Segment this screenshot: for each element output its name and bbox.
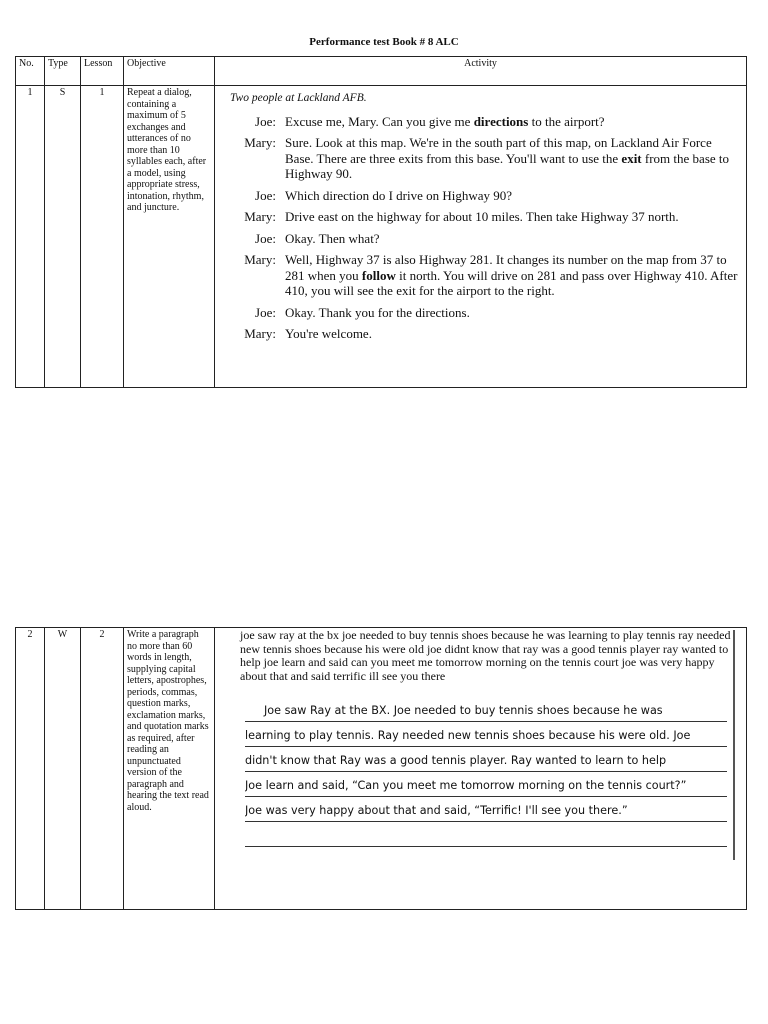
dialog-text-part: Which direction do I drive on Highway 90? (285, 187, 513, 203)
dialog-speaker: Mary: (244, 252, 276, 267)
dialog-vocab-word: exit (621, 150, 642, 166)
row-number: 2 (16, 628, 45, 910)
dialog-text (285, 326, 743, 342)
dialog-text (285, 252, 743, 299)
dialog-text-part: it north. You will drive on 281 and pass over Highway 410. After 410, you will see the exit for the airport to the right. (285, 267, 738, 298)
header-lesson: Lesson (81, 57, 124, 86)
dialog-vocab-word: directions (473, 113, 529, 129)
header-type: Type (45, 57, 81, 86)
dialog-text-part: You're welcome. (285, 326, 372, 341)
dialog-text (285, 209, 743, 225)
document-title: Performance test Book # 8 ALC (309, 36, 459, 48)
dialog-text (285, 135, 743, 182)
handwritten-line: learning to play tennis. Ray needed new tennis shoes because his were old. Joe (245, 722, 727, 747)
dialog-text-part: Drive east on the highway for about 10 miles. Then take Highway 37 north. (285, 209, 679, 224)
handwritten-answer (245, 697, 727, 847)
handwritten-line: Joe was very happy about that and said, “Terrific! I'll see you there.” (245, 797, 727, 822)
dialog-text-part: to the airport? (528, 113, 605, 129)
dialog-speaker: Mary: (244, 209, 276, 224)
table-header-row (16, 57, 747, 86)
dialog-text (285, 231, 743, 247)
performance-table-row-1 (15, 56, 747, 388)
dialog-text-part: Excuse me, Mary. Can you give me (285, 113, 474, 129)
row-type: S (45, 86, 81, 388)
dialog-line (230, 252, 743, 299)
handwritten-line: Joe saw Ray at the BX. Joe needed to buy tennis shoes because he was (245, 697, 727, 722)
header-no: No. (16, 57, 45, 86)
performance-table-row-2 (15, 627, 747, 910)
dialog-text (285, 305, 743, 321)
dialog-speaker: Mary: (244, 135, 276, 150)
dialog-speaker: Joe: (255, 304, 276, 320)
dialog-text-part: from the base to Highway 90. (285, 150, 730, 181)
row-objective: Repeat a dialog, containing a maximum of 5 exchanges and utterances of no more than 10 syllables each, after a model, using appropriate stress, intonation, rhythm, and juncture. (124, 86, 215, 388)
header-activity: Activity (215, 57, 747, 86)
dialog-line (230, 305, 743, 321)
dialog-text (285, 114, 743, 130)
dialog-intro: Two people at Lackland AFB. (230, 92, 367, 104)
dialog-line (230, 114, 743, 130)
unpunctuated-paragraph: joe saw ray at the bx joe needed to buy tennis shoes because he was learning to play tennis ray needed new tennis shoes because his were old joe didnt know that ray was a good tennis player ray wanted to help joe learn and said can you meet me tomorrow morning on the tennis court joe was very happy about that and said terrific ill see you there (240, 628, 731, 683)
dialog-text-part: Well, Highway 37 is also Highway 281. It changes its number on the map from 37 to 281 when you (285, 252, 727, 283)
dialog-speaker: Mary: (244, 326, 276, 341)
dialog-speaker: Joe: (255, 113, 276, 129)
dialog-speaker: Joe: (255, 187, 276, 203)
handwritten-line: Joe learn and said, “Can you meet me tomorrow morning on the tennis court?” (245, 772, 727, 797)
dialog-line (230, 135, 743, 182)
table-row (16, 628, 747, 910)
row-activity (215, 628, 747, 910)
row-number: 1 (16, 86, 45, 388)
dialog-line (230, 188, 743, 204)
row-lesson: 1 (81, 86, 124, 388)
handwritten-line (245, 822, 727, 847)
table-row (16, 86, 747, 388)
dialog-speaker: Joe: (255, 230, 276, 246)
dialog-text-part: Okay. Then what? (285, 230, 380, 246)
header-objective: Objective (124, 57, 215, 86)
dialog-line (230, 231, 743, 247)
row-activity (215, 86, 747, 388)
dialog-text (285, 188, 743, 204)
row-objective: Write a paragraph no more than 60 words in length, supplying capital letters, apostrophes, periods, commas, question marks, exclamation marks, and quotation marks as required, after reading an unpunctuated version of the paragraph and hearing the text read aloud. (124, 628, 215, 910)
dialog-line (230, 209, 743, 225)
dialog-lines (230, 114, 743, 342)
dialog-text-part: Sure. Look at this map. We're in the south part of this map, on Lackland Air Force Base. There are three exits from this base. You'll want to use the (285, 135, 712, 166)
dialog-activity (218, 87, 743, 342)
dialog-text-part: Okay. Thank you for the directions. (285, 304, 470, 320)
row-lesson: 2 (81, 628, 124, 910)
row-type: W (45, 628, 81, 910)
scan-edge-line (733, 630, 735, 860)
handwritten-line: didn't know that Ray was a good tennis player. Ray wanted to learn to help (245, 747, 727, 772)
dialog-vocab-word: follow (361, 267, 396, 283)
dialog-line (230, 326, 743, 342)
